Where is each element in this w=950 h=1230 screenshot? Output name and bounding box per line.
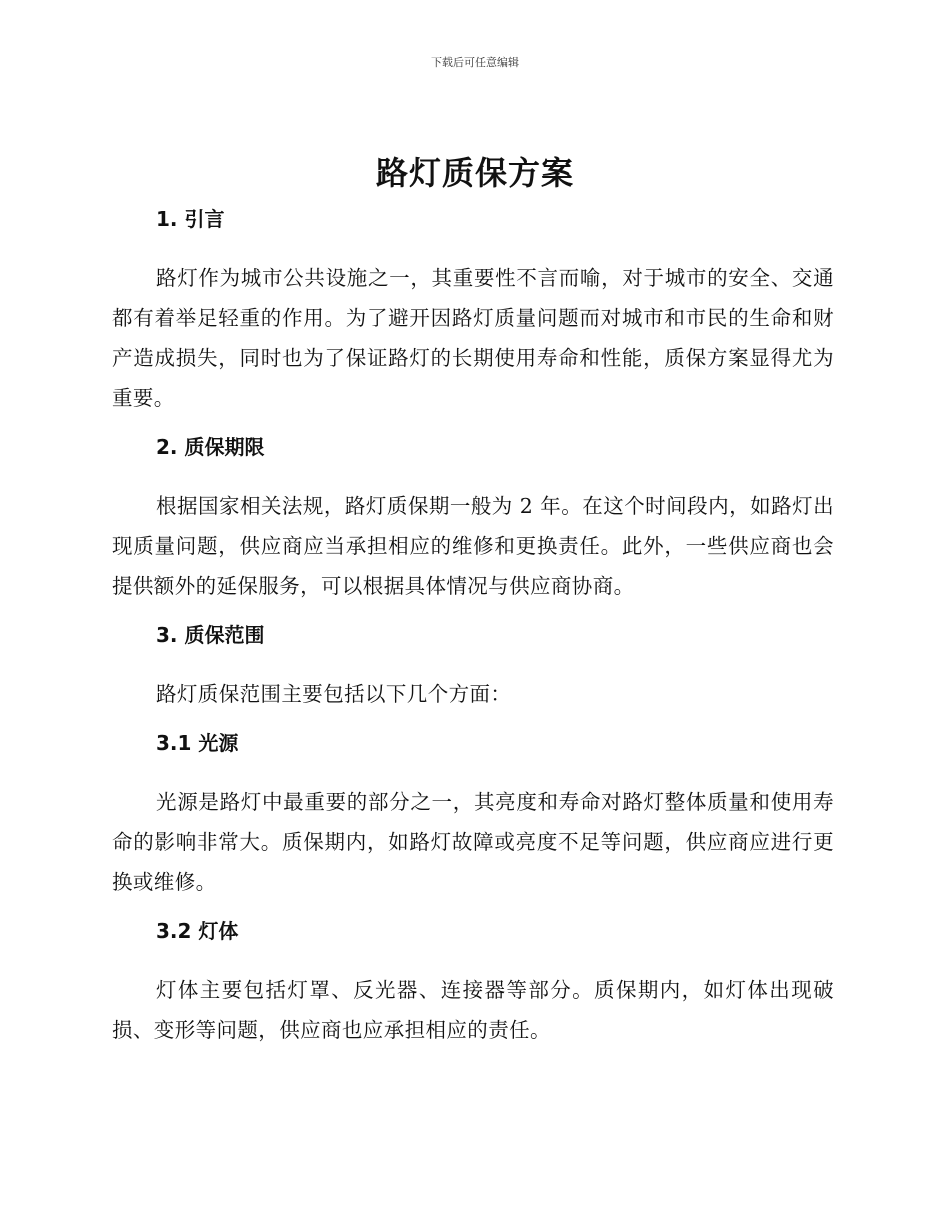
section-warranty-scope [112,620,834,714]
section-lamp-body [112,916,834,1050]
document-title: 路灯质保方案 [375,154,574,192]
section-heading: 3. 质保范围 [156,623,265,647]
section-heading: 1. 引言 [156,207,225,231]
section-warranty-period [112,432,834,606]
section-paragraph: 根据国家相关法规，路灯质保期一般为 2 年。在这个时间段内，如路灯出现质量问题，供应商应当承担相应的维修和更换责任。此外，一些供应商也会提供额外的延保服务，可以根据具体情况与供应商协商。 [112,494,834,598]
section-heading: 3.1 光源 [156,731,239,755]
section-introduction [112,204,834,418]
section-heading: 3.2 灯体 [156,919,239,943]
section-heading: 2. 质保期限 [156,435,265,459]
section-light-source [112,728,834,902]
section-paragraph: 灯体主要包括灯罩、反光器、连接器等部分。质保期内，如灯体出现破损、变形等问题，供应商也应承担相应的责任。 [112,978,834,1042]
section-paragraph: 路灯质保范围主要包括以下几个方面： [156,682,512,706]
header-note: 下载后可任意编辑 [431,56,519,69]
document-body [112,204,834,1050]
section-paragraph: 光源是路灯中最重要的部分之一，其亮度和寿命对路灯整体质量和使用寿命的影响非常大。质保期内，如路灯故障或亮度不足等问题，供应商应进行更换或维修。 [112,790,834,894]
section-paragraph: 路灯作为城市公共设施之一，其重要性不言而喻，对于城市的安全、交通都有着举足轻重的作用。为了避开因路灯质量问题而对城市和市民的生命和财产造成损失，同时也为了保证路灯的长期使用寿命和性能，质保方案显得尤为重要。 [112,266,834,410]
